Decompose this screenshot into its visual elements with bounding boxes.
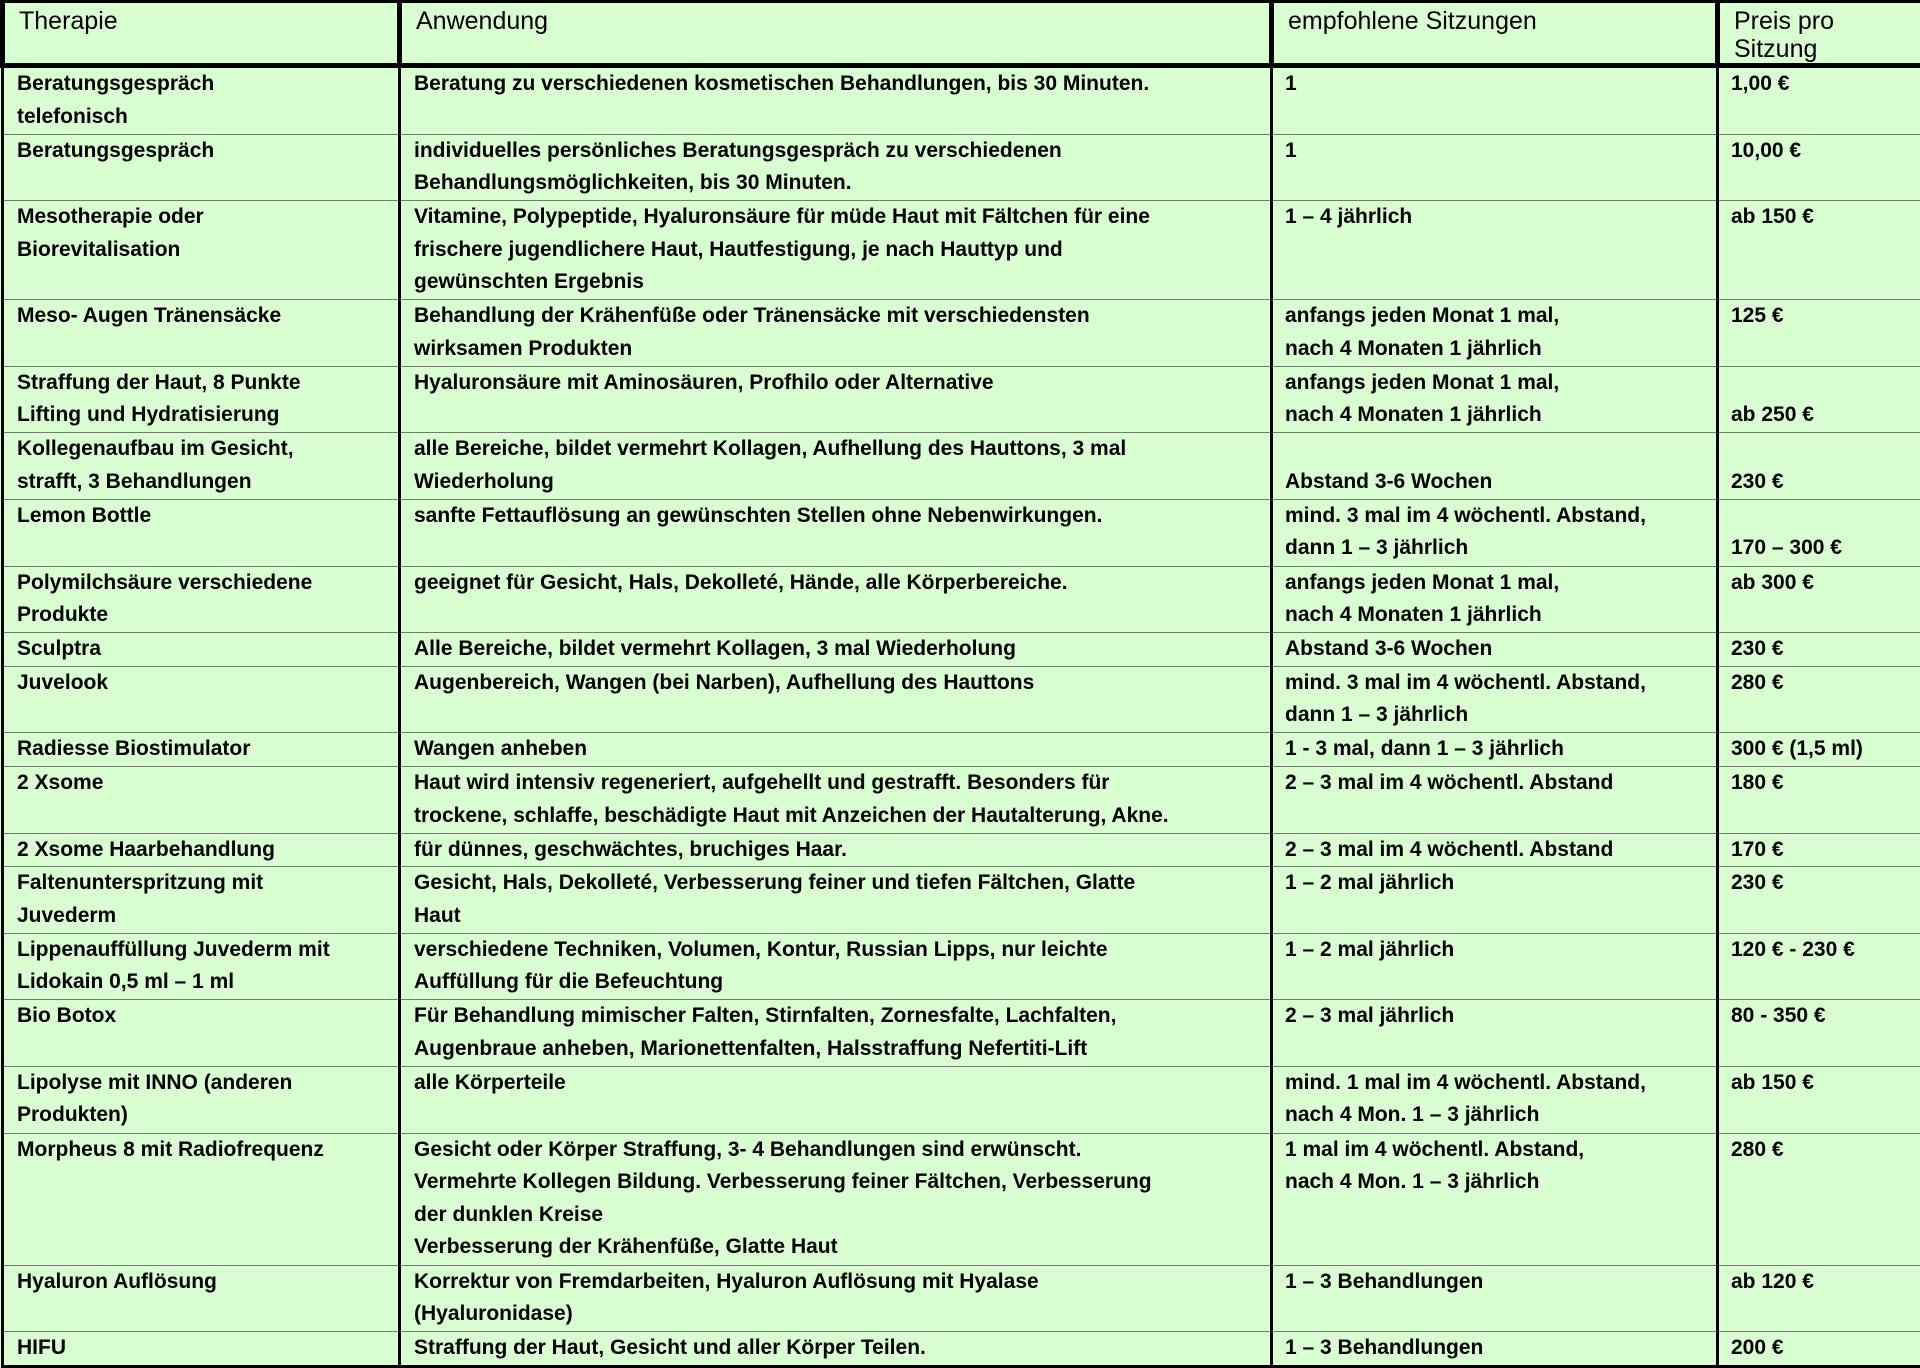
therapy-cell: Kollegenaufbau im Gesicht, strafft, 3 Behandlungen [3,433,400,500]
sessions-cell: 1 [1272,134,1718,201]
therapy-cell: Lipolyse mit INNO (anderen Produkten) [3,1066,400,1133]
sessions-cell: 1 [1272,66,1718,135]
table-row [3,201,1920,300]
therapy-cell: 2 Xsome Haarbehandlung [3,833,400,867]
table-header [3,2,1920,66]
application-cell: individuelles persönliches Beratungsgespräch zu verschiedenen Behandlungsmöglichkeiten, bis 30 Minuten. [400,134,1272,201]
table-row [3,867,1920,934]
therapy-cell: Lippenauffüllung Juvederm mit Lidokain 0,5 ml – 1 ml [3,933,400,1000]
application-cell: Gesicht, Hals, Dekolleté, Verbesserung feiner und tiefen Fältchen, Glatte Haut [400,867,1272,934]
application-cell: Augenbereich, Wangen (bei Narben), Aufhellung des Hauttons [400,666,1272,733]
price-cell: 120 € - 230 € [1718,933,1920,1000]
therapy-cell: HIFU [3,1332,400,1367]
sessions-cell: 1 – 3 Behandlungen [1272,1265,1718,1332]
price-cell: 280 € [1718,1133,1920,1265]
price-cell: 170 – 300 € [1718,499,1920,566]
therapy-cell: Radiesse Biostimulator [3,733,400,767]
price-cell: ab 300 € [1718,566,1920,633]
sessions-cell: mind. 3 mal im 4 wöchentl. Abstand, dann 1 – 3 jährlich [1272,666,1718,733]
table-row [3,833,1920,867]
application-cell: Gesicht oder Körper Straffung, 3- 4 Behandlungen sind erwünscht. Vermehrte Kollegen Bildung. Verbesserung feiner Fältchen, Verbesserung der dunklen Kreise Verbesserung der Krähenfüße, Glatte Haut [400,1133,1272,1265]
header-therapie: Therapie [3,2,400,66]
price-cell: 80 - 350 € [1718,1000,1920,1067]
price-cell: 230 € [1718,433,1920,500]
application-cell: Beratung zu verschiedenen kosmetischen Behandlungen, bis 30 Minuten. [400,66,1272,135]
header-row [3,2,1920,66]
application-cell: für dünnes, geschwächtes, bruchiges Haar. [400,833,1272,867]
table-row [3,666,1920,733]
therapy-cell: Juvelook [3,666,400,733]
table-row [3,66,1920,135]
table-row [3,633,1920,667]
table-row [3,566,1920,633]
application-cell: Behandlung der Krähenfüße oder Tränensäcke mit verschiedensten wirksamen Produkten [400,300,1272,367]
sessions-cell: mind. 1 mal im 4 wöchentl. Abstand, nach 4 Mon. 1 – 3 jährlich [1272,1066,1718,1133]
therapy-cell: Mesotherapie oder Biorevitalisation [3,201,400,300]
sessions-cell: anfangs jeden Monat 1 mal, nach 4 Monaten 1 jährlich [1272,300,1718,367]
table-row [3,499,1920,566]
application-cell: sanfte Fettauflösung an gewünschten Stellen ohne Nebenwirkungen. [400,499,1272,566]
table-row [3,1265,1920,1332]
header-sitzungen: empfohlene Sitzungen [1272,2,1718,66]
application-cell: Für Behandlung mimischer Falten, Stirnfalten, Zornesfalte, Lachfalten, Augenbraue anheben, Marionettenfalten, Halsstraffung Nefertiti-Lift [400,1000,1272,1067]
application-cell: alle Bereiche, bildet vermehrt Kollagen, Aufhellung des Hauttons, 3 mal Wiederholung [400,433,1272,500]
therapy-cell: Meso- Augen Tränensäcke [3,300,400,367]
application-cell: Korrektur von Fremdarbeiten, Hyaluron Auflösung mit Hyalase (Hyaluronidase) [400,1265,1272,1332]
application-cell: verschiedene Techniken, Volumen, Kontur, Russian Lipps, nur leichte Auffüllung für die Befeuchtung [400,933,1272,1000]
price-cell: 230 € [1718,867,1920,934]
table-row [3,1332,1920,1367]
sessions-cell: 1 mal im 4 wöchentl. Abstand, nach 4 Mon. 1 – 3 jährlich [1272,1133,1718,1265]
application-cell: Wangen anheben [400,733,1272,767]
price-cell: 10,00 € [1718,134,1920,201]
price-cell: 170 € [1718,833,1920,867]
price-cell: 300 € (1,5 ml) [1718,733,1920,767]
sessions-cell: 1 - 3 mal, dann 1 – 3 jährlich [1272,733,1718,767]
sessions-cell: mind. 3 mal im 4 wöchentl. Abstand, dann 1 – 3 jährlich [1272,499,1718,566]
table-row [3,134,1920,201]
header-anwendung: Anwendung [400,2,1272,66]
sessions-cell: anfangs jeden Monat 1 mal, nach 4 Monaten 1 jährlich [1272,366,1718,433]
application-cell: Straffung der Haut, Gesicht und aller Körper Teilen. [400,1332,1272,1367]
application-cell: Vitamine, Polypeptide, Hyaluronsäure für müde Haut mit Fältchen für eine frischere jugendlichere Haut, Hautfestigung, je nach Hauttyp und gewünschten Ergebnis [400,201,1272,300]
table-row [3,1066,1920,1133]
application-cell: Hyaluronsäure mit Aminosäuren, Profhilo oder Alternative [400,366,1272,433]
therapy-cell: Hyaluron Auflösung [3,1265,400,1332]
therapy-cell: Lemon Bottle [3,499,400,566]
sessions-cell: 1 – 2 mal jährlich [1272,867,1718,934]
therapy-cell: Bio Botox [3,1000,400,1067]
header-preis: Preis pro Sitzung [1718,2,1920,66]
sessions-cell: 1 – 3 Behandlungen [1272,1332,1718,1367]
table-row [3,366,1920,433]
sessions-cell: 2 – 3 mal im 4 wöchentl. Abstand [1272,833,1718,867]
sessions-cell: anfangs jeden Monat 1 mal, nach 4 Monaten 1 jährlich [1272,566,1718,633]
therapy-cell: Sculptra [3,633,400,667]
therapy-cell: Morpheus 8 mit Radiofrequenz [3,1133,400,1265]
price-cell: ab 150 € [1718,201,1920,300]
table-row [3,300,1920,367]
therapy-cell: Polymilchsäure verschiedene Produkte [3,566,400,633]
table-row [3,433,1920,500]
table-row [3,1000,1920,1067]
price-cell: 200 € [1718,1332,1920,1367]
sessions-cell: 1 – 2 mal jährlich [1272,933,1718,1000]
application-cell: alle Körperteile [400,1066,1272,1133]
price-cell: ab 150 € [1718,1066,1920,1133]
table-row [3,1133,1920,1265]
sessions-cell: 2 – 3 mal im 4 wöchentl. Abstand [1272,767,1718,834]
sessions-cell: 1 – 4 jährlich [1272,201,1718,300]
price-cell: 280 € [1718,666,1920,733]
application-cell: Alle Bereiche, bildet vermehrt Kollagen, 3 mal Wiederholung [400,633,1272,667]
sessions-cell: Abstand 3-6 Wochen [1272,433,1718,500]
price-cell: 180 € [1718,767,1920,834]
therapy-cell: Faltenunterspritzung mit Juvederm [3,867,400,934]
table-row [3,767,1920,834]
therapy-cell: Straffung der Haut, 8 Punkte Lifting und Hydratisierung [3,366,400,433]
price-cell: ab 120 € [1718,1265,1920,1332]
therapy-cell: 2 Xsome [3,767,400,834]
price-cell: 1,00 € [1718,66,1920,135]
price-cell: 125 € [1718,300,1920,367]
application-cell: geeignet für Gesicht, Hals, Dekolleté, Hände, alle Körperbereiche. [400,566,1272,633]
sessions-cell: Abstand 3-6 Wochen [1272,633,1718,667]
sessions-cell: 2 – 3 mal jährlich [1272,1000,1718,1067]
application-cell: Haut wird intensiv regeneriert, aufgehellt und gestrafft. Besonders für trockene, schlaffe, beschädigte Haut mit Anzeichen der Hautalterung, Akne. [400,767,1272,834]
price-cell: 230 € [1718,633,1920,667]
therapy-cell: Beratungsgespräch telefonisch [3,66,400,135]
therapy-cell: Beratungsgespräch [3,134,400,201]
table-body [3,66,1920,1367]
price-cell: ab 250 € [1718,366,1920,433]
table-row [3,733,1920,767]
table-row [3,933,1920,1000]
